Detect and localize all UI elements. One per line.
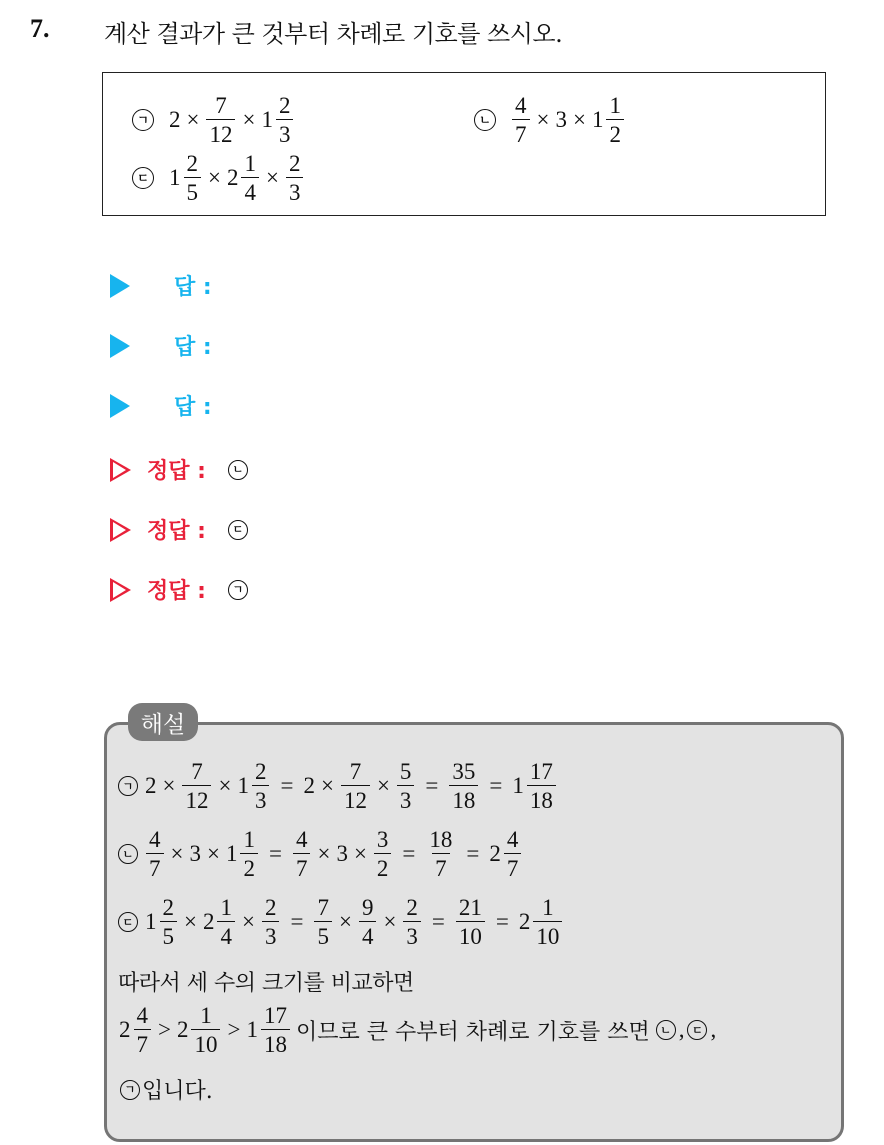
- explanation-line-conclusion: 2 $\frac{4}{7}$ > 2 $\frac{1}{10}$ > 1 $\frac{17}{18}$ 이므로 큰 수부터 차례로 기호를 쓰면 ㄴ , ㄷ ,: [119, 1003, 717, 1057]
- explanation-line-compare: 따라서 세 수의 크기를 비교하면: [118, 971, 414, 996]
- symbol-c-icon: ㄷ: [118, 912, 138, 932]
- correct-label: 정답 :: [147, 579, 206, 604]
- outline-triangle-icon: [110, 518, 131, 542]
- symbol-b-icon: ㄴ: [656, 1020, 676, 1040]
- answer-label: 답 :: [174, 275, 212, 300]
- correct-label: 정답 :: [147, 459, 206, 484]
- outline-triangle-icon: [110, 578, 131, 602]
- correct-label: 정답 :: [147, 519, 206, 544]
- correct-answer-symbol: ㄱ: [228, 580, 248, 600]
- explanation-line-b: ㄴ $\frac{4}{7}$ × 3 × 1 $\frac{1}{2}$ = $\frac{4}{7}$ × 3 × $\frac{3}{2}$ = $\frac{18}{7}$ = 2 $\frac{4}{7}$: [118, 828, 523, 880]
- answer-row[interactable]: [110, 330, 212, 361]
- symbol-c-icon: ㄷ: [132, 167, 154, 189]
- symbol-a-icon: ㄱ: [132, 109, 154, 131]
- symbol-c-icon: ㄷ: [687, 1020, 707, 1040]
- problem-b: ㄴ $\frac{4}{7}$ × 3 × 1 $\frac{1}{2}$: [474, 94, 626, 146]
- correct-answer-row: [110, 574, 254, 605]
- answer-row[interactable]: [110, 270, 212, 301]
- problem-a: ㄱ 2 × $\frac{7}{12}$ × 1 $\frac{2}{3}$: [132, 94, 295, 146]
- end-text: 입니다.: [142, 1079, 213, 1104]
- explanation-line-end: [118, 1074, 217, 1105]
- fraction: $\frac{7}{12}$: [206, 94, 235, 146]
- symbol-a-icon: ㄱ: [118, 776, 138, 796]
- correct-answer-symbol: ㄴ: [228, 460, 248, 480]
- correct-answer-row: [110, 514, 254, 545]
- symbol-a-icon: ㄱ: [120, 1080, 140, 1100]
- correct-answer-row: [110, 454, 254, 485]
- symbol-b-icon: ㄴ: [474, 109, 496, 131]
- problem-c: ㄷ 1 $\frac{2}{5}$ × 2 $\frac{1}{4}$ × $\frac{2}{3}$: [132, 152, 305, 204]
- answer-row[interactable]: [110, 390, 212, 421]
- filled-triangle-icon: [110, 394, 130, 418]
- answer-label: 답 :: [174, 395, 212, 420]
- filled-triangle-icon: [110, 334, 130, 358]
- filled-triangle-icon: [110, 274, 130, 298]
- explanation-line-a: ㄱ 2 × $\frac{7}{12}$ × 1 $\frac{2}{3}$ = 2 × $\frac{7}{12}$ × $\frac{5}{3}$ = $\frac{35}{18}$ = 1 $\frac{17}{18}$: [118, 760, 558, 812]
- symbol-b-icon: ㄴ: [118, 844, 138, 864]
- explanation-line-c: ㄷ 1 $\frac{2}{5}$ × 2 $\frac{1}{4}$ × $\frac{2}{3}$ = $\frac{7}{5}$ × $\frac{9}{4}$ × $\frac{2}{3}$ = $\frac{21}{10}$ = 2 $\frac{1}{10}$: [118, 896, 564, 948]
- correct-answer-symbol: ㄷ: [228, 520, 248, 540]
- question-number: 7.: [30, 14, 50, 43]
- conclusion-text: 이므로 큰 수부터 차례로 기호를 쓰면: [295, 1019, 650, 1045]
- question-text: 계산 결과가 큰 것부터 차례로 기호를 쓰시오.: [104, 20, 563, 48]
- explanation-badge: 해설: [128, 703, 198, 741]
- answer-label: 답 :: [174, 335, 212, 360]
- outline-triangle-icon: [110, 458, 131, 482]
